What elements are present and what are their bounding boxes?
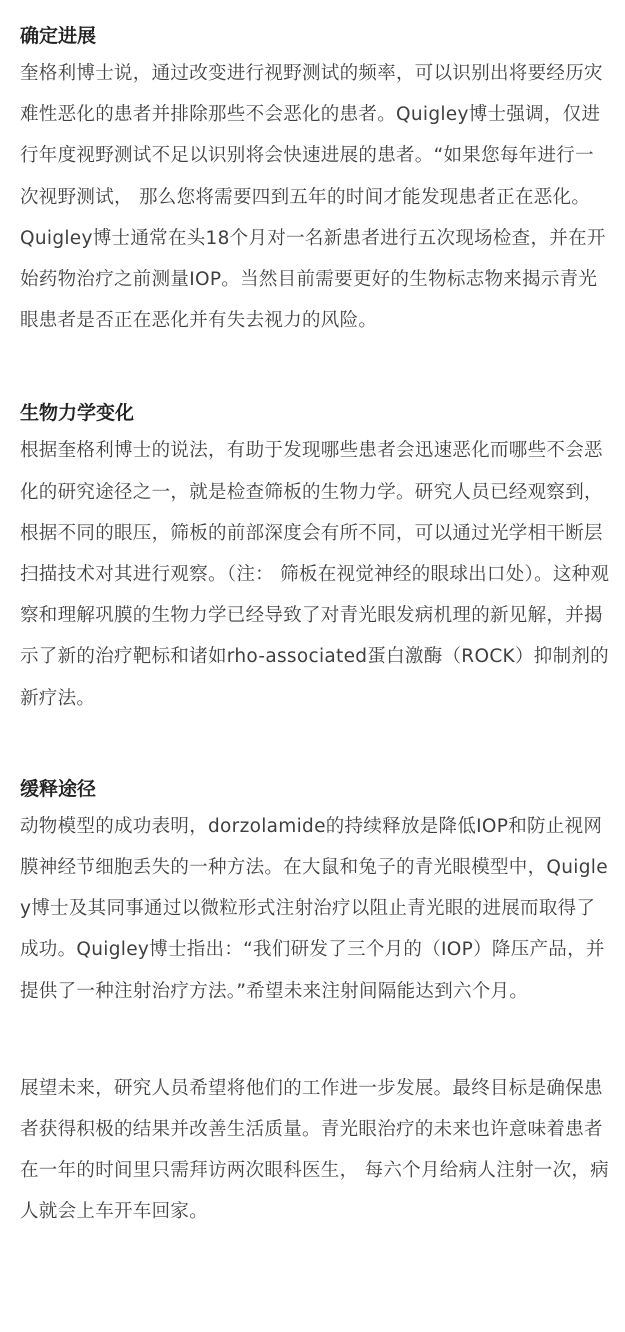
section-paragraph: 动物模型的成功表明，dorzolamide的持续释放是降低IOP和防止视网膜神经节细胞丢失的一种方法。在大鼠和兔子的青光眼模型中，Quigley博士及其同事通过以微粒形式注射治疗以阻止青光眼的进展而取得了成功。Quigley博士指出：“我们研发了三个月的（IOP）降压产品，并提供了一种注射治疗方法。”希望未来注射间隔能达到六个月。 bbox=[20, 815, 608, 1002]
section-spacer bbox=[20, 719, 611, 775]
section-biomechanics bbox=[20, 399, 611, 718]
section-paragraph: 奎格利博士说，通过改变进行视野测试的频率，可以识别出将要经历灾难性恶化的患者并排除那些不会恶化的患者。Quigley博士强调，仅进行年度视野测试不足以识别将会快速进展的患者。“如果您每年进行一次视野测试， 那么您将需要四到五年的时间才能发现患者正在恶化。 Quigley博士通常在头18个月对一名新患者进行五次现场检查，并在开始药物治疗之前测量IOP。当然目前需要更好的生物标志物来揭示青光眼患者是否正在恶化并有失去视力的风险。 bbox=[20, 63, 606, 332]
section-spacer bbox=[20, 341, 611, 399]
section-heading: 生物力学变化 bbox=[20, 402, 135, 425]
section-closing bbox=[20, 1068, 611, 1233]
section-sustained-release bbox=[20, 775, 611, 1012]
section-spacer bbox=[20, 1012, 611, 1068]
section-progression bbox=[20, 22, 611, 341]
section-heading: 确定进展 bbox=[20, 25, 97, 47]
section-paragraph: 根据奎格利博士的说法，有助于发现哪些患者会迅速恶化而哪些不会恶化的研究途径之一，就是检查筛板的生物力学。研究人员已经观察到，根据不同的眼压，筛板的前部深度会有所不同，可以通过光学相干断层扫描技术对其进行观察。（注： 筛板在视觉神经的眼球出口处）。这种观察和理解巩膜的生物力学已经导致了对青光眼发病机理的新见解，并揭示了新的治疗靶标和诸如rho-associated蛋白激酶（ROCK）抑制剂的新疗法。 bbox=[20, 440, 610, 709]
section-heading: 缓释途径 bbox=[20, 777, 97, 800]
closing-paragraph: 展望未来，研究人员希望将他们的工作进一步发展。最终目标是确保患者获得积极的结果并改善生活质量。青光眼治疗的未来也许意味着患者在一年的时间里只需拜访两次眼科医生， 每六个月给病人注射一次，病人就会上车开车回家。 bbox=[20, 1077, 609, 1223]
